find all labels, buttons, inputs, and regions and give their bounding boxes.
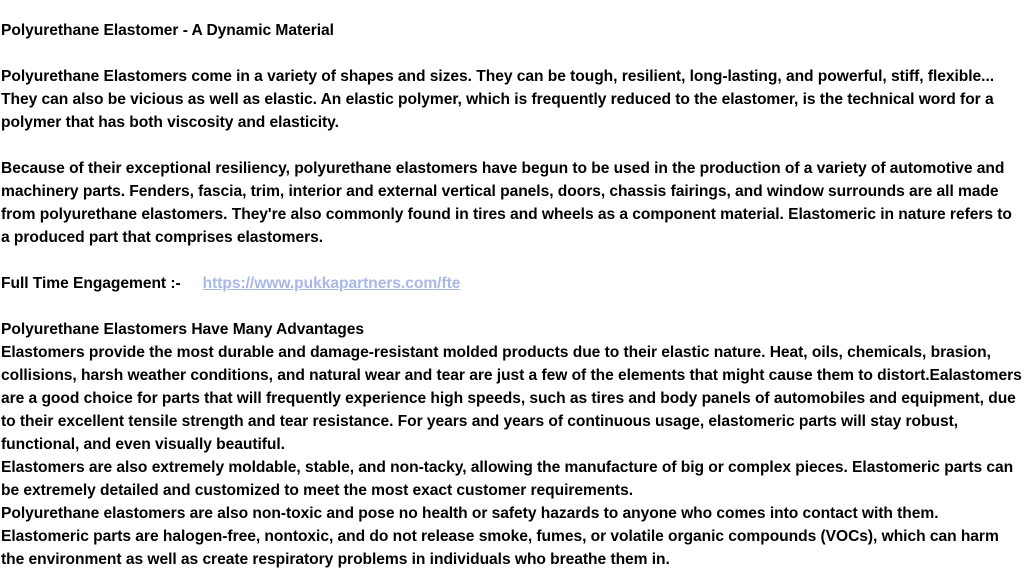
advantages-paragraph-3: Polyurethane elastomers are also non-toxic and pose no health or safety hazards to anyone who comes into contact with them. Elastomeric parts are halogen-free, nontoxic, and do not release smoke, fumes, or volatile organic compounds (VOCs), which can harm the environment as well as create respiratory problems in individuals who breathe them in. — [1, 505, 999, 568]
engagement-link[interactable]: https://www.pukkapartners.com/fte — [202, 275, 461, 292]
document-body — [1, 19, 1022, 571]
uses-paragraph: Because of their exceptional resiliency, polyurethane elastomers have begun to be used in the production of a variety of automotive and machinery parts. Fenders, fascia, trim, interior and external vertical panels, doors, chassis fairings, and window surrounds are all made from polyurethane elastomers. They're also commonly found in tires and wheels as a component material. Elastomeric in nature refers to a produced part that comprises elastomers. — [1, 160, 1012, 246]
advantages-heading: Polyurethane Elastomers Have Many Advantages — [1, 321, 364, 338]
advantages-paragraph-2: Elastomers are also extremely moldable, stable, and non-tacky, allowing the manufacture of big or complex pieces. Elastomeric parts can be extremely detailed and customized to meet the most exact customer requirements. — [1, 459, 1014, 499]
intro-paragraph: Polyurethane Elastomers come in a variety of shapes and sizes. They can be tough, resilient, long-lasting, and powerful, stiff, flexible... They can also be vicious as well as elastic. An elastic polymer, which is frequently reduced to the elastomer, is the technical word for a polymer that has both viscosity and elasticity. — [1, 68, 995, 131]
engagement-line — [1, 272, 1022, 295]
engagement-label: Full Time Engagement :- — [1, 275, 181, 292]
spacer — [1, 249, 1022, 272]
document-title: Polyurethane Elastomer - A Dynamic Material — [1, 22, 334, 39]
advantages-paragraph-1: Elastomers provide the most durable and damage-resistant molded products due to their elastic nature. Heat, oils, chemicals, brasion, collisions, harsh weather conditions, and natural wear and tear are just a few of the elements that might cause them to distort.Ealastomers are a good choice for parts that will frequently experience high speeds, such as tires and body panels of automobiles and equipment, due to their excellent tensile strength and tear resistance. For years and years of continuous usage, elastomeric parts will stay robust, functional, and even visually beautiful. — [1, 344, 1022, 453]
spacer — [1, 134, 1022, 157]
spacer — [1, 42, 1022, 65]
spacer — [1, 295, 1022, 318]
